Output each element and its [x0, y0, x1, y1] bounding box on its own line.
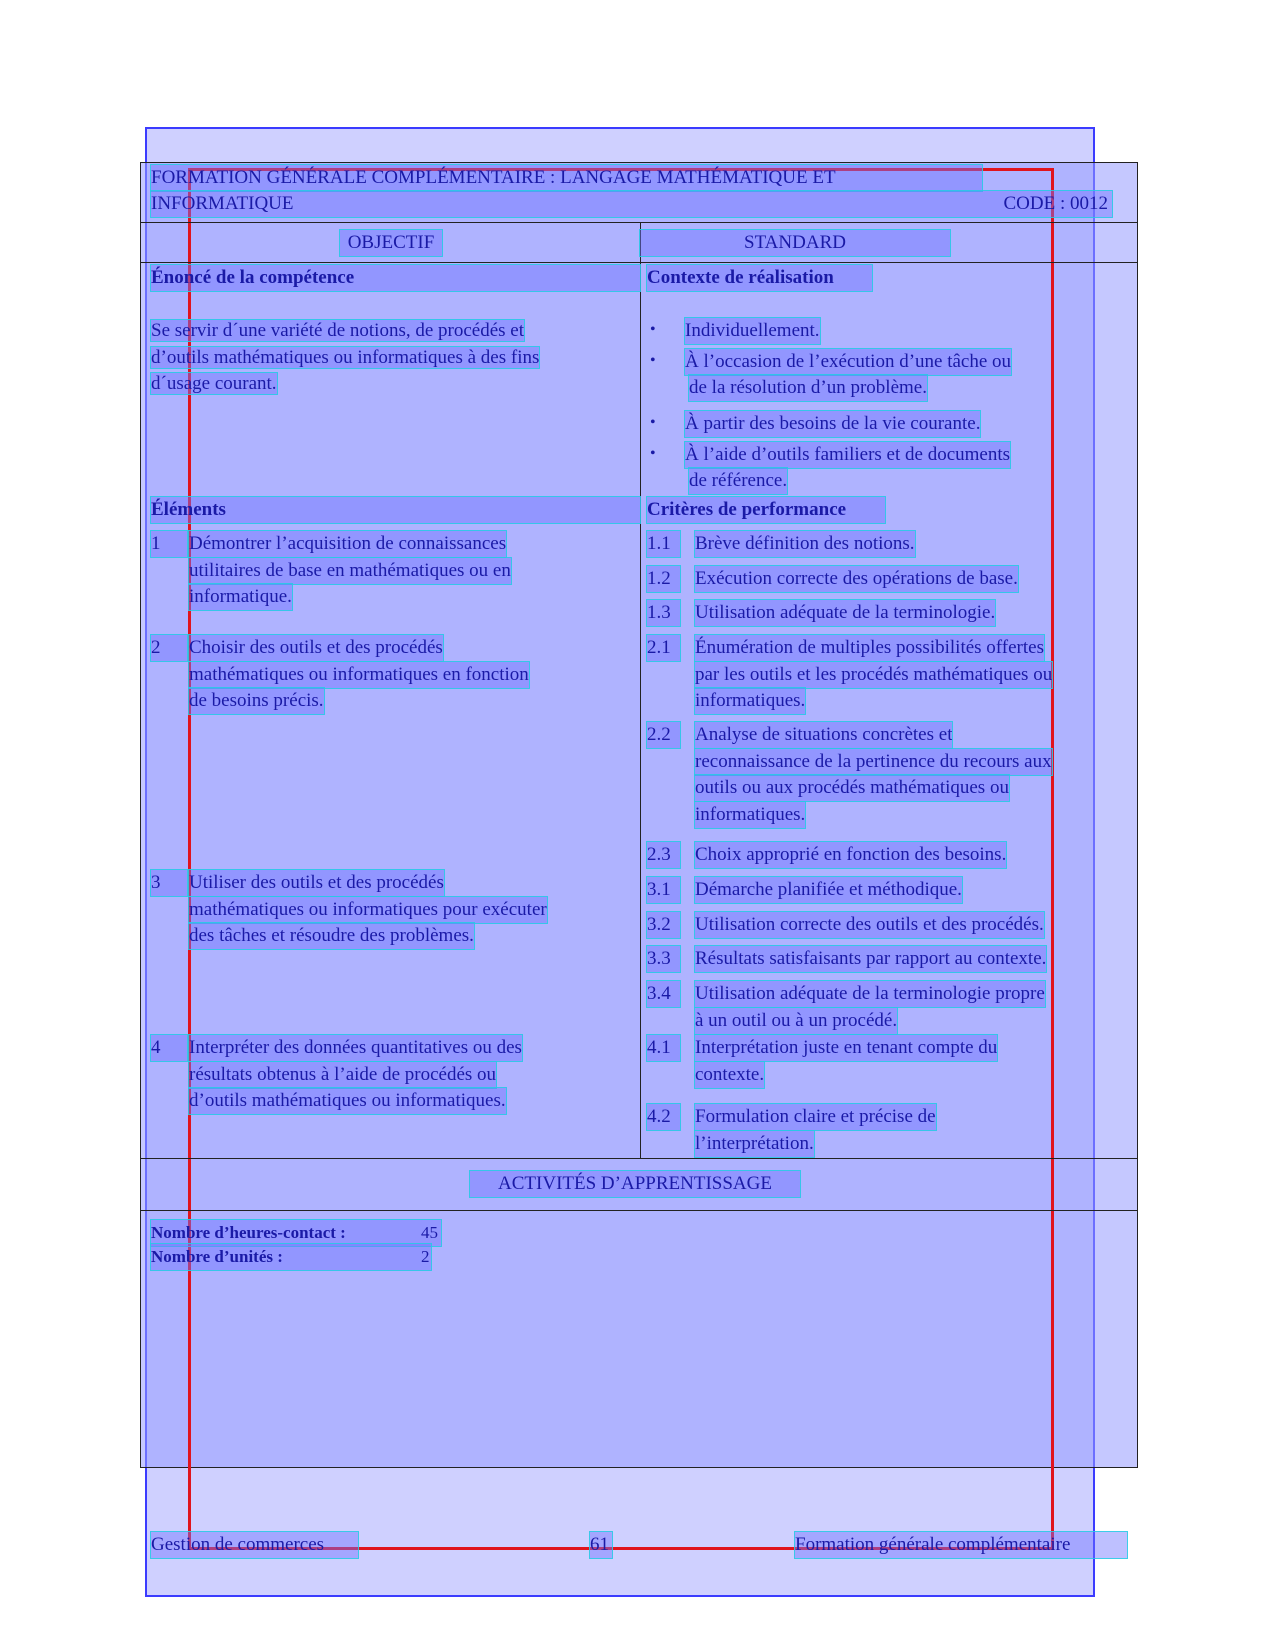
element-number: 4	[151, 1035, 187, 1061]
element-text-line: des tâches et résoudre des problèmes.	[189, 923, 474, 949]
elements-heading: Éléments	[151, 497, 640, 523]
criterion-number: 1.1	[647, 531, 680, 557]
bullet-icon: •	[650, 414, 656, 431]
element-text-line: Utiliser des outils et des procédés	[189, 870, 444, 896]
context-item-line: de la résolution d’un problème.	[689, 375, 927, 401]
activities-heading: ACTIVITÉS D’APPRENTISSAGE	[470, 1171, 800, 1197]
hours-value: 45	[421, 1223, 438, 1242]
criterion-text-line: Énumération de multiples possibilités offertes	[695, 635, 1044, 661]
criterion-text-line: Analyse de situations concrètes et	[695, 722, 952, 748]
bullet-icon: •	[650, 321, 656, 338]
criterion-text-line: reconnaissance de la pertinence du recours aux	[695, 749, 1052, 775]
context-item-line: À l’aide d’outils familiers et de documents	[685, 442, 1010, 468]
element-text-line: d’outils mathématiques ou informatiques.	[189, 1088, 506, 1114]
hours-contact-row	[151, 1220, 441, 1246]
criterion-number: 4.2	[647, 1104, 680, 1130]
criterion-text-line: l’interprétation.	[695, 1131, 814, 1157]
criteria-heading: Critères de performance	[647, 497, 885, 523]
criterion-text-line: Brève définition des notions.	[695, 531, 915, 557]
criterion-text-line: par les outils et les procédés mathématiques ou	[695, 662, 1052, 688]
context-item-line: Individuellement.	[685, 318, 820, 344]
element-text-line: Démontrer l’acquisition de connaissances	[189, 531, 506, 557]
element-number: 1	[151, 531, 187, 557]
criterion-number: 1.3	[647, 600, 680, 626]
criterion-text-line: Utilisation adéquate de la terminologie propre	[695, 981, 1045, 1007]
criterion-text-line: Formulation claire et précise de	[695, 1104, 936, 1130]
competence-line: d´usage courant.	[151, 373, 277, 394]
activities-bottom-divider	[140, 1210, 1138, 1211]
columns-divider	[140, 262, 1138, 263]
criterion-number: 2.3	[647, 842, 680, 868]
criterion-text-line: informatiques.	[695, 802, 805, 828]
context-item-line: À l’occasion de l’exécution d’une tâche ou	[685, 349, 1011, 375]
footer-left: Gestion de commerces	[151, 1532, 358, 1558]
document-title-line2	[151, 191, 1112, 217]
criterion-number: 1.2	[647, 566, 680, 592]
criterion-text-line: Utilisation adéquate de la terminologie.	[695, 600, 995, 626]
criterion-number: 3.2	[647, 912, 680, 938]
element-text-line: mathématiques ou informatiques en fonction	[189, 662, 529, 688]
element-text-line: de besoins précis.	[189, 688, 324, 714]
criterion-number: 3.4	[647, 981, 680, 1007]
units-value: 2	[421, 1247, 430, 1266]
units-row	[151, 1244, 431, 1270]
bullet-icon: •	[650, 445, 656, 462]
criterion-text-line: à un outil ou à un procédé.	[695, 1008, 897, 1034]
criterion-text-line: Démarche planifiée et méthodique.	[695, 877, 962, 903]
hours-label: Nombre d’heures-contact :	[151, 1223, 346, 1242]
element-text-line: informatique.	[189, 584, 292, 610]
context-heading: Contexte de réalisation	[647, 265, 872, 291]
criterion-text-line: Choix approprié en fonction des besoins.	[695, 842, 1006, 868]
footer-right: Formation générale complémentaire	[795, 1532, 1127, 1558]
page-number: 61	[590, 1532, 612, 1558]
criterion-text-line: Interprétation juste en tenant compte du	[695, 1035, 997, 1061]
criterion-text-line: contexte.	[695, 1062, 764, 1088]
element-number: 3	[151, 870, 187, 896]
criterion-text-line: Exécution correcte des opérations de base.	[695, 566, 1018, 592]
element-text-line: résultats obtenus à l’aide de procédés ou	[189, 1062, 496, 1088]
activities-top-divider	[140, 1158, 1138, 1159]
competence-line: Se servir d´une variété de notions, de procédés et	[151, 320, 525, 341]
header-divider	[140, 222, 1138, 223]
criterion-number: 2.1	[647, 635, 680, 661]
column-header-objectif: OBJECTIF	[340, 230, 442, 256]
element-text-line: utilitaires de base en mathématiques ou en	[189, 558, 511, 584]
criterion-number: 3.1	[647, 877, 680, 903]
competence-heading: Énoncé de la compétence	[151, 265, 640, 291]
criterion-number: 3.3	[647, 946, 680, 972]
bullet-icon: •	[650, 352, 656, 369]
element-text-line: mathématiques ou informatiques pour exécuter	[189, 897, 547, 923]
context-item-line: de référence.	[689, 468, 787, 494]
criterion-number: 2.2	[647, 722, 680, 748]
criterion-text-line: Utilisation correcte des outils et des procédés.	[695, 912, 1044, 938]
competence-text	[151, 318, 539, 398]
criterion-number: 4.1	[647, 1035, 680, 1061]
competence-line: d’outils mathématiques ou informatiques à des fins	[151, 346, 540, 368]
title-continuation: INFORMATIQUE	[151, 193, 294, 214]
course-code: CODE : 0012	[1003, 193, 1108, 214]
element-text-line: Interpréter des données quantitatives ou des	[189, 1035, 522, 1061]
column-header-standard: STANDARD	[640, 230, 950, 256]
units-label: Nombre d’unités :	[151, 1247, 283, 1266]
context-item-line: À partir des besoins de la vie courante.	[685, 411, 980, 437]
document-title-line1: FORMATION GÉNÉRALE COMPLÉMENTAIRE : LANGAGE MATHÉMATIQUE ET	[151, 165, 982, 191]
criterion-text-line: Résultats satisfaisants par rapport au contexte.	[695, 946, 1046, 972]
element-number: 2	[151, 635, 187, 661]
column-separator	[640, 222, 641, 1158]
criterion-text-line: outils ou aux procédés mathématiques ou	[695, 775, 1009, 801]
criterion-text-line: informatiques.	[695, 688, 805, 714]
element-text-line: Choisir des outils et des procédés	[189, 635, 443, 661]
